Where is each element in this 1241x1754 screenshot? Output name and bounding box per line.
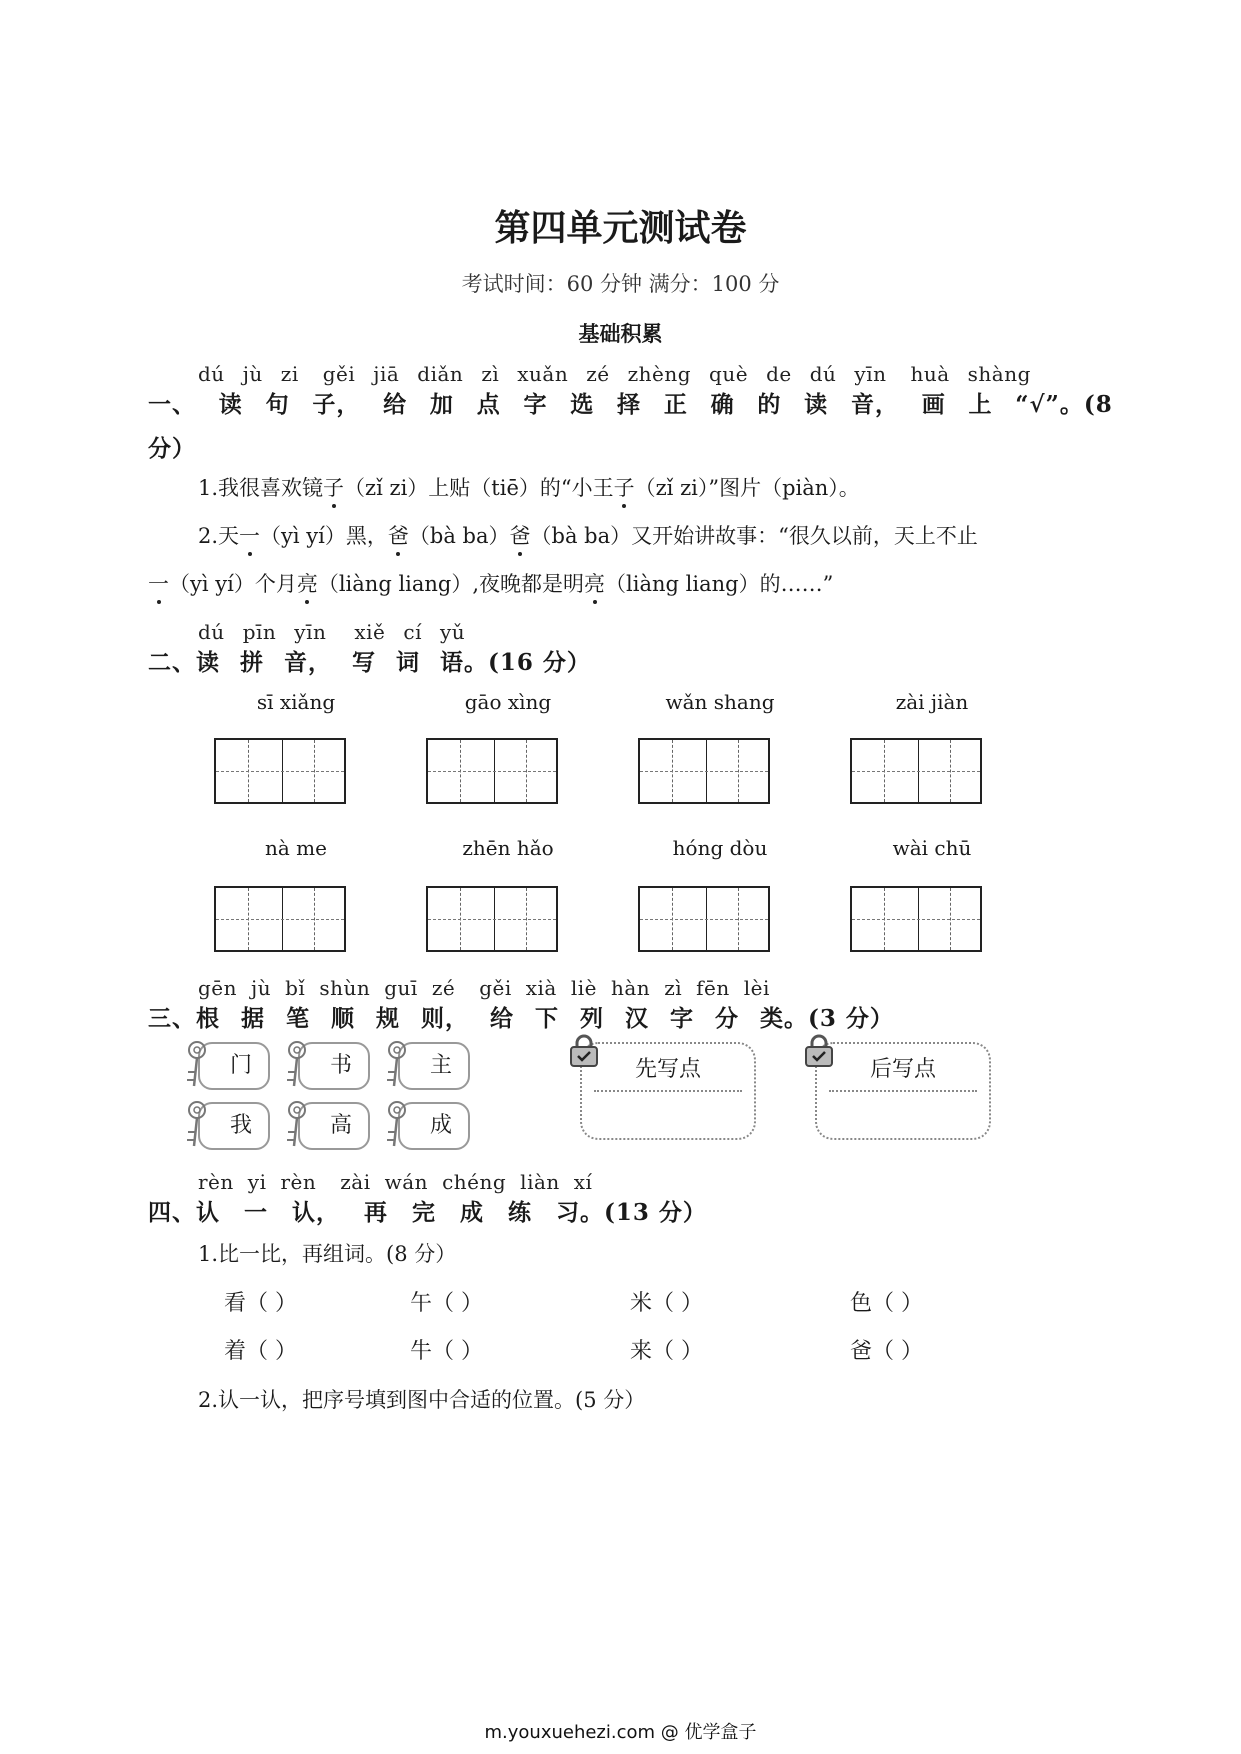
word-pinyin: nà me bbox=[265, 836, 327, 860]
q4-sub2: 2.认一认，把序号填到图中合适的位置。(5 分） bbox=[198, 1388, 646, 1412]
word-pinyin: hóng dòu bbox=[672, 836, 768, 860]
text: （yì yí）黑， bbox=[260, 524, 388, 548]
compare-pair[interactable]: 色（ ） bbox=[850, 1291, 923, 1316]
key-icon bbox=[384, 1100, 410, 1150]
q1-sentence-3 bbox=[148, 568, 833, 598]
pinyin-syllable: xí bbox=[573, 1170, 593, 1194]
compare-pair[interactable]: 午（ ） bbox=[410, 1291, 483, 1316]
pinyin-syllable: gēn bbox=[198, 976, 238, 1000]
char-key-card[interactable] bbox=[198, 1102, 270, 1150]
heading-part: 拼 bbox=[240, 649, 264, 676]
pinyin-syllable: yǔ bbox=[439, 620, 466, 644]
char-key-card[interactable] bbox=[198, 1042, 270, 1090]
pinyin-syllable: gěi bbox=[322, 362, 356, 386]
q2-heading bbox=[148, 644, 591, 677]
q1-sentence-2 bbox=[198, 520, 978, 550]
heading-part: 二、 bbox=[148, 649, 196, 676]
pinyin-syllable: liàn bbox=[520, 1170, 560, 1194]
heading-part: 顺 bbox=[331, 1005, 355, 1032]
q1-heading bbox=[148, 386, 1113, 419]
char-label: 书 bbox=[329, 1053, 352, 1078]
heading-part: 上 bbox=[968, 391, 993, 418]
dotted-char: 一 bbox=[239, 524, 261, 548]
dotted-char: 亮 bbox=[296, 572, 318, 596]
q4-heading bbox=[148, 1194, 707, 1227]
heading-part: “√”。(8 bbox=[1015, 391, 1113, 418]
heading-part: 词 bbox=[396, 649, 420, 676]
heading-part: 画 bbox=[921, 391, 946, 418]
pinyin-syllable: jù bbox=[251, 976, 272, 1000]
key-icon bbox=[184, 1040, 210, 1090]
word-pinyin: gāo xìng bbox=[464, 690, 552, 714]
heading-part: 分 bbox=[715, 1005, 739, 1032]
heading-part: 点 bbox=[476, 391, 501, 418]
char-key-card[interactable] bbox=[398, 1102, 470, 1150]
heading-part: 根 bbox=[196, 1005, 220, 1032]
pinyin-syllable: xuǎn bbox=[517, 362, 569, 386]
dotted-char: 子 bbox=[613, 476, 635, 500]
pinyin-syllable: zì bbox=[664, 976, 683, 1000]
key-icon bbox=[384, 1040, 410, 1090]
heading-part: 的 bbox=[757, 391, 782, 418]
dotted-char: 亮 bbox=[584, 572, 606, 596]
heading-part: 给 bbox=[490, 1005, 514, 1032]
q1-pinyin-row bbox=[198, 362, 1031, 386]
key-icon bbox=[184, 1100, 210, 1150]
box-label: 先写点 bbox=[634, 1057, 701, 1082]
heading-part: 加 bbox=[429, 391, 454, 418]
writing-grid[interactable] bbox=[426, 738, 558, 804]
text: （liàng liang）,夜晚都是明 bbox=[317, 572, 585, 596]
pinyin-syllable: gěi bbox=[479, 976, 512, 1000]
writing-grid[interactable] bbox=[850, 738, 982, 804]
heading-part: 读 bbox=[804, 391, 829, 418]
heading-part: 习。(13 分） bbox=[556, 1199, 707, 1226]
compare-pair[interactable]: 米（ ） bbox=[630, 1291, 703, 1316]
pinyin-syllable: diǎn bbox=[417, 362, 464, 386]
heading-part: 读 bbox=[196, 649, 220, 676]
heading-part: 择 bbox=[617, 391, 642, 418]
heading-part: 四、 bbox=[148, 1199, 196, 1226]
exam-info: 考试时间：60 分钟 满分：100 分 bbox=[461, 272, 780, 296]
pinyin-syllable: zé bbox=[431, 976, 456, 1000]
footer-watermark: m.youxuehezi.com @ 优学盒子 bbox=[484, 1722, 757, 1743]
text: （yì yí）个月 bbox=[169, 572, 297, 596]
heading-part: 音， bbox=[850, 391, 899, 418]
char-label: 我 bbox=[229, 1113, 252, 1138]
heading-part: 字 bbox=[670, 1005, 694, 1032]
text: （bà ba）又开始讲故事：“很久以前，天上不止 bbox=[530, 524, 978, 548]
heading-part: 认， bbox=[292, 1199, 340, 1226]
q4-pinyin-row bbox=[198, 1170, 592, 1194]
heading-part: 下 bbox=[535, 1005, 559, 1032]
pinyin-syllable: liè bbox=[570, 976, 597, 1000]
heading-part: 规 bbox=[376, 1005, 400, 1032]
pinyin-syllable: jù bbox=[242, 362, 263, 386]
page-title: 第四单元测试卷 bbox=[494, 207, 747, 249]
compare-pair[interactable]: 着（ ） bbox=[224, 1339, 297, 1364]
pinyin-syllable: jiā bbox=[373, 362, 400, 386]
pinyin-syllable: guī bbox=[384, 976, 418, 1000]
heading-part: 一、 bbox=[148, 391, 196, 418]
answer-box-write-dot-first[interactable] bbox=[580, 1042, 756, 1140]
heading-part: 成 bbox=[460, 1199, 484, 1226]
text: 1.我很喜欢镜 bbox=[198, 476, 324, 500]
compare-pair[interactable]: 牛（ ） bbox=[410, 1339, 483, 1364]
char-key-card[interactable] bbox=[398, 1042, 470, 1090]
heading-part: 汉 bbox=[625, 1005, 649, 1032]
key-icon bbox=[284, 1100, 310, 1150]
char-label: 高 bbox=[329, 1113, 352, 1138]
pinyin-syllable: hàn bbox=[611, 976, 651, 1000]
heading-part: 则， bbox=[421, 1005, 469, 1032]
pinyin-syllable: zì bbox=[481, 362, 500, 386]
writing-grid[interactable] bbox=[850, 886, 982, 952]
char-label: 成 bbox=[429, 1113, 452, 1138]
heading-part: 练 bbox=[508, 1199, 532, 1226]
dotted-char: 爸 bbox=[509, 524, 531, 548]
compare-pair[interactable]: 爸（ ） bbox=[850, 1339, 923, 1364]
char-label: 主 bbox=[429, 1053, 452, 1078]
key-icon bbox=[284, 1040, 310, 1090]
text: 2.天 bbox=[198, 524, 240, 548]
pinyin-syllable: huà bbox=[910, 362, 950, 386]
pinyin-syllable: fēn bbox=[696, 976, 730, 1000]
pinyin-syllable: zhèng bbox=[627, 362, 692, 386]
pinyin-syllable: xià bbox=[525, 976, 557, 1000]
heading-part: 给 bbox=[383, 391, 408, 418]
heading-part: 读 bbox=[218, 391, 243, 418]
heading-part: 类。(3 分） bbox=[760, 1005, 894, 1032]
pinyin-syllable: pīn bbox=[242, 620, 277, 644]
heading-part: 音， bbox=[284, 649, 332, 676]
char-key-card[interactable] bbox=[298, 1102, 370, 1150]
heading-part: 选 bbox=[570, 391, 595, 418]
q1-heading-cont: 分） bbox=[148, 435, 196, 462]
pinyin-syllable: shùn bbox=[319, 976, 371, 1000]
char-key-card[interactable] bbox=[298, 1042, 370, 1090]
pinyin-syllable: lèi bbox=[743, 976, 770, 1000]
heading-part: 写 bbox=[352, 649, 376, 676]
text: （liàng liang）的……” bbox=[605, 572, 834, 596]
pinyin-syllable: de bbox=[766, 362, 792, 386]
heading-part: 句 bbox=[265, 391, 290, 418]
box-label: 后写点 bbox=[869, 1057, 936, 1082]
heading-part: 列 bbox=[580, 1005, 604, 1032]
heading-part: 笔 bbox=[286, 1005, 310, 1032]
text: （bà ba） bbox=[408, 524, 510, 548]
heading-part: 子， bbox=[312, 391, 361, 418]
heading-part: 完 bbox=[412, 1199, 436, 1226]
box-divider bbox=[594, 1090, 742, 1092]
heading-part: 一 bbox=[244, 1199, 268, 1226]
pinyin-syllable: dú bbox=[198, 620, 225, 644]
word-pinyin: zài jiàn bbox=[895, 690, 969, 714]
pinyin-syllable: rèn bbox=[198, 1170, 234, 1194]
q3-pinyin-row bbox=[198, 976, 770, 1000]
pinyin-syllable: cí bbox=[403, 620, 422, 644]
pinyin-syllable: zi bbox=[280, 362, 299, 386]
char-label: 门 bbox=[229, 1053, 252, 1078]
section-label: 基础积累 bbox=[578, 321, 663, 346]
heading-part: 再 bbox=[364, 1199, 388, 1226]
pinyin-syllable: xiě bbox=[354, 620, 386, 644]
answer-box-write-dot-last[interactable] bbox=[815, 1042, 991, 1140]
word-pinyin: sī xiǎng bbox=[256, 690, 336, 714]
word-pinyin: zhēn hǎo bbox=[462, 836, 554, 860]
pinyin-syllable: yīn bbox=[854, 362, 887, 386]
pinyin-syllable: yīn bbox=[294, 620, 327, 644]
q1-sentence-1 bbox=[198, 472, 860, 502]
pinyin-syllable: rèn bbox=[280, 1170, 317, 1194]
writing-grid[interactable] bbox=[214, 738, 346, 804]
heading-part: 确 bbox=[710, 391, 735, 418]
word-pinyin: wài chū bbox=[892, 836, 972, 860]
pinyin-syllable: wán bbox=[384, 1170, 429, 1194]
heading-part: 字 bbox=[523, 391, 548, 418]
pinyin-syllable: dú bbox=[809, 362, 837, 386]
compare-pair[interactable]: 来（ ） bbox=[630, 1339, 703, 1364]
pinyin-syllable: shàng bbox=[967, 362, 1031, 386]
writing-grid[interactable] bbox=[638, 738, 770, 804]
pinyin-syllable: chéng bbox=[442, 1170, 507, 1194]
heading-part: 正 bbox=[663, 391, 688, 418]
pinyin-syllable: dú bbox=[198, 362, 225, 386]
dotted-char: 一 bbox=[148, 572, 169, 596]
pinyin-syllable: bǐ bbox=[285, 976, 306, 1000]
heading-part: 认 bbox=[196, 1199, 220, 1226]
dotted-char: 子 bbox=[323, 476, 345, 500]
pinyin-syllable: què bbox=[709, 362, 749, 386]
writing-grid[interactable] bbox=[214, 886, 346, 952]
text: （zǐ zi）上贴（tiē）的“小王 bbox=[344, 476, 614, 500]
writing-grid[interactable] bbox=[426, 886, 558, 952]
compare-pair[interactable]: 看（ ） bbox=[224, 1291, 297, 1316]
heading-part: 据 bbox=[241, 1005, 265, 1032]
pinyin-syllable: zài bbox=[340, 1170, 371, 1194]
heading-part: 三、 bbox=[148, 1005, 196, 1032]
box-divider bbox=[829, 1090, 977, 1092]
pinyin-syllable: zé bbox=[586, 362, 610, 386]
text: （zǐ zi）”图片（piàn）。 bbox=[634, 476, 860, 500]
q2-pinyin-row bbox=[198, 620, 465, 644]
word-pinyin: wǎn shang bbox=[665, 690, 775, 714]
heading-part: 语。(16 分） bbox=[440, 649, 591, 676]
q3-heading bbox=[148, 1000, 894, 1033]
dotted-char: 爸 bbox=[387, 524, 409, 548]
writing-grid[interactable] bbox=[638, 886, 770, 952]
q4-sub1: 1.比一比，再组词。(8 分） bbox=[198, 1242, 457, 1266]
pinyin-syllable: yi bbox=[247, 1170, 267, 1194]
